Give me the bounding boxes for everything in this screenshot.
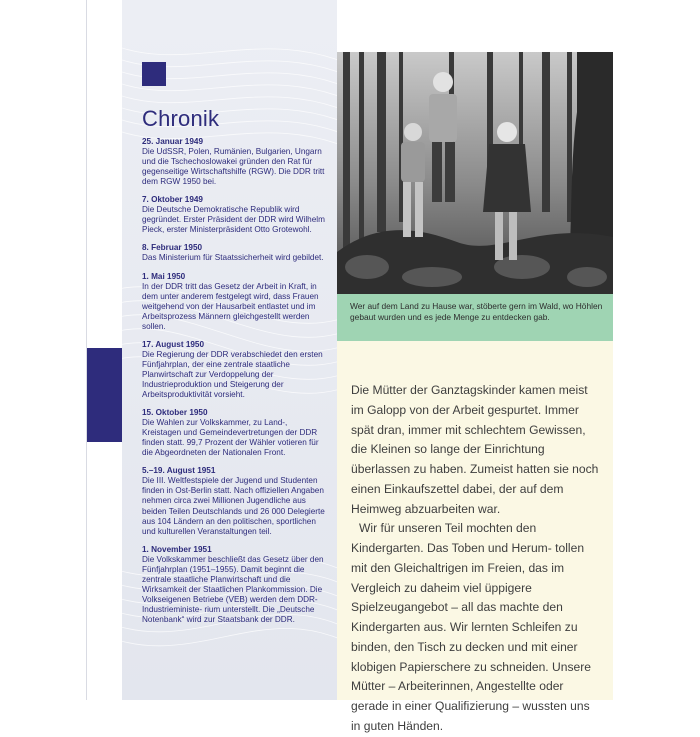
chronik-entry bbox=[142, 466, 327, 536]
entry-text: Das Ministerium für Staatssicherheit wird gebildet. bbox=[142, 253, 324, 263]
forest-children-photo bbox=[337, 52, 613, 294]
chronik-entries bbox=[142, 137, 327, 633]
body-text bbox=[351, 381, 601, 737]
entry-text: Die Wahlen zur Volkskammer, zu Land-, Kreistagen und Gemeindevertretungen der DDR finden statt. 99,7 Prozent der Wähler votieren für die Abgeordneten der Nationalen Front. bbox=[142, 418, 319, 458]
chronik-entry bbox=[142, 545, 327, 625]
entry-date: 7. Oktober 1949 bbox=[142, 195, 203, 205]
entry-date: 5.–19. August 1951 bbox=[142, 466, 216, 476]
chronik-entry bbox=[142, 243, 327, 263]
entry-text: Die UdSSR, Polen, Rumänien, Bulgarien, Ungarn und die Tschechoslowakei gründen den Rat für gegenseitige Wirtschaftshilfe (RGW). Die DDR tritt dem RGW 1950 bei. bbox=[142, 147, 325, 187]
chronik-entry bbox=[142, 272, 327, 332]
chronik-entry bbox=[142, 195, 327, 235]
entry-date: 8. Februar 1950 bbox=[142, 243, 203, 253]
entry-date: 15. Oktober 1950 bbox=[142, 408, 208, 418]
chronik-title: Chronik bbox=[142, 106, 220, 131]
chronik-entry bbox=[142, 408, 327, 458]
entry-text: Die Deutsche Demokratische Republik wird gegründet. Erster Präsident der DDR wird Wilhelm Pieck, erster Ministerpräsident Otto Grotewohl. bbox=[142, 205, 325, 235]
entry-text: Die III. Weltfestspiele der Jugend und Studenten finden in Ost-Berlin statt. Nach offiziellen Angaben nehmen circa zwei Millionen Jugendliche aus beiden Teilen Deutschlands und 26 000 Delegierte aus 104 Ländern an den politischen, sportlichen und kulturellen Veranstaltungen teil. bbox=[142, 476, 325, 536]
body-paragraph: Die Mütter der Ganztagskinder kamen meist im Galopp von der Arbeit gespurtet. Immer spät dran, immer mit schlechtem Gewissen, die Kleinen so lange der Einrichtung überlassen zu haben. Zumeist hatten sie noch einen Einkaufszettel dabei, der auf dem Heimweg abzuarbeiten war. bbox=[351, 383, 599, 516]
body-paragraph: Wir für unseren Teil mochten den Kindergarten. Das Toben und Herum- tollen mit den Gleichaltrigen im Freien, das im Vergleich zu daheim viel üppigere Spielzeugangebot – all das machte den Kindergarten aus. Wir lernten Schleifen zu binden, den Tisch zu decken und mit einer klobigen Papierschere zu schneiden. Unsere Mütter – Arbeiterinnen, Angestellte oder gerade in einer Qualifizierung – wussten uns in guten Händen. bbox=[351, 521, 592, 733]
entry-date: 17. August 1950 bbox=[142, 339, 205, 349]
entry-date: 1. Mai 1950 bbox=[142, 271, 186, 281]
entry-text: Die Regierung der DDR verabschiedet den ersten Fünfjahrplan, der eine zentrale staatliche Planwirtschaft zur Verdoppelung der Industrieproduktion und Steigerung der Arbeitsproduktivität vorsieht. bbox=[142, 349, 323, 400]
photo-caption: Wer auf dem Land zu Hause war, stöberte gern im Wald, wo Höhlen gebaut wurden und es jede Menge zu entdecken gab. bbox=[337, 294, 613, 341]
entry-date: 1. November 1951 bbox=[142, 544, 212, 554]
entry-text: Die Volkskammer beschließt das Gesetz über den Fünfjahrplan (1951–1955). Damit beginnt die zentrale staatliche Planwirtschaft und die Wirksamkeit der Staatlichen Plankommission. Die Volkseigenen Betriebe (VEB) werden dem DDR-Industrieministe- rium unterstellt. Die „Deutsche Notenbank“ wird zur Staatsbank der DDR. bbox=[142, 554, 324, 624]
entry-date: 25. Januar 1949 bbox=[142, 137, 203, 146]
entry-text: In der DDR tritt das Gesetz der Arbeit in Kraft, in dem unter anderem festgelegt wird, dass Frauen weitgehend von der Hausarbeit entlastet und im Arbeitsprozess Männern gleichgestellt werden sollen. bbox=[142, 281, 319, 331]
chronik-entry bbox=[142, 137, 327, 187]
accent-square bbox=[142, 62, 166, 86]
chronik-entry bbox=[142, 340, 327, 400]
side-accent-bar bbox=[87, 348, 122, 442]
